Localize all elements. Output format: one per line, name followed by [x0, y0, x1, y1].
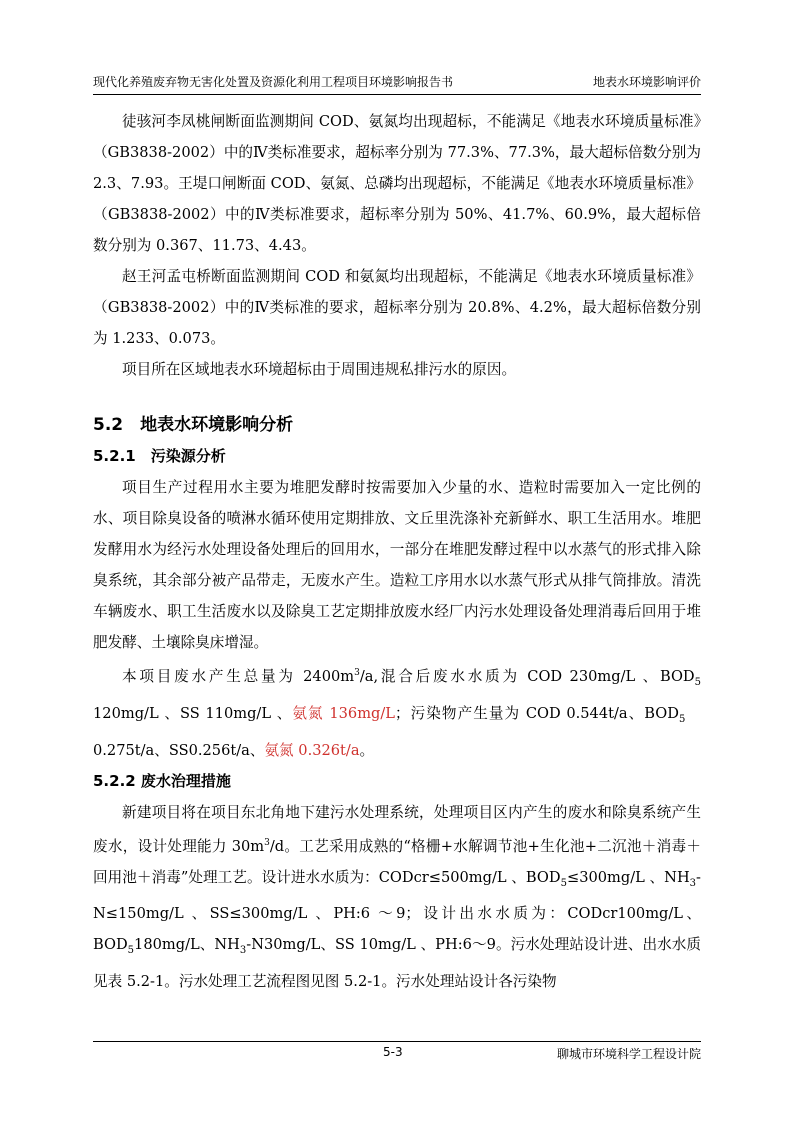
section-heading-5-2-2: 5.2.2 废水治理措施: [93, 771, 231, 790]
paragraph-water-use: 项目生产过程用水主要为堆肥发酵时按需要加入少量的水、造粒时需要加入一定比例的水、项目除臭设备的喷淋水循环使用定期排放、文丘里洗涤补充新鲜水、职工生活用水。堆肥发酵用水为经污水处理设备处理后的回用水，一部分在堆肥发酵过程中以水蒸气的形式排入除臭系统，其余部分被产品带走，无废水产生。造粒工序用水以水蒸气形式从排气筒排放。清洗车辆废水、职工生活废水以及除臭工艺定期排放废水经厂内污水处理设备处理消毒后回用于堆肥发酵、土壤除臭床增湿。: [93, 479, 701, 651]
page-header: [93, 72, 701, 95]
paragraph-exceed-reason: 项目所在区域地表水环境超标由于周围违规私排污水的原因。: [122, 361, 517, 378]
ammonia-concentration-highlight: 氨氮 136mg/L: [292, 704, 395, 722]
paragraph-wastewater-quality: 本项目废水产生总量为 $2400m^3/a$,混合后废水水质为 COD 230mg/L 、$BOD_5$ 120mg/L 、SS 110mg/L 、氨氮 136mg/L；污染物产生量为 COD 0.544t/a、$BOD_5$ 0.275t/a、SS0.256t/a、氨氮 0.326t/a。: [93, 667, 702, 759]
paragraph-tuhai-river: 徒骇河李凤桃闸断面监测期间 COD、氨氮均出现超标，不能满足《地表水环境质量标准》（GB3838-2002）中的Ⅳ类标准要求，超标率分别为 77.3%、77.3%，最大超标倍数分别为 2.3、7.93。王堤口闸断面 COD、氨氮、总磷均出现超标，不能满足《地表水环境质量标准》（GB3838-2002）中的Ⅳ类标准要求，超标率分别为 50%、41.7%、60.9%，最大超标倍数分别为 0.367、11.73、4.43。: [93, 113, 701, 254]
paragraph-treatment-measures: 新建项目将在项目东北角地下建污水处理系统，处理项目区内产生的废水和除臭系统产生废水，设计处理能力 $30m^3/d$。工艺采用成熟的“格栅+水解调节池+生化池+二沉池＋消毒＋回用池＋消毒”处理工艺。设计进水水质为：CODcr≤500mg/L 、$BOD_5\le 300mg/L$ 、$NH_3-N\le 150mg/L$ 、SS≤300mg/L 、PH:6 ～9；设计出水水质为：CODcr100mg/L、$BOD_5180mg/L$、$NH_3-N30mg/L$、SS 10mg/L 、PH:6～9。污水处理站设计进、出水水质见表 5.2-1。污水处理工艺流程图见图 5.2-1。污水处理站设计各污染物: [93, 803, 702, 991]
footer-organization: 聊城市环境科学工程设计院: [556, 1047, 701, 1061]
section-heading-5-2: 5.2 地表水环境影响分析: [93, 415, 294, 435]
header-report-title: 现代化养殖废弃物无害化处置及资源化利用工程项目环境影响报告书: [93, 75, 454, 89]
document-body: [93, 106, 701, 997]
header-chapter-title: 地表水环境影响评价: [592, 75, 701, 89]
paragraph-zhaowang-river: 赵王河孟屯桥断面监测期间 COD 和氨氮均出现超标，不能满足《地表水环境质量标准》（GB3838-2002）中的Ⅳ类标准的要求，超标率分别为 20.8%、4.2%，最大超标倍数分别为 1.233、0.073。: [93, 268, 701, 347]
page-number: 5-3: [383, 1045, 403, 1059]
ammonia-load-highlight: 氨氮 0.326t/a: [264, 741, 360, 759]
page-footer: [93, 1041, 701, 1061]
section-heading-5-2-1: 5.2.1 污染源分析: [93, 447, 226, 465]
